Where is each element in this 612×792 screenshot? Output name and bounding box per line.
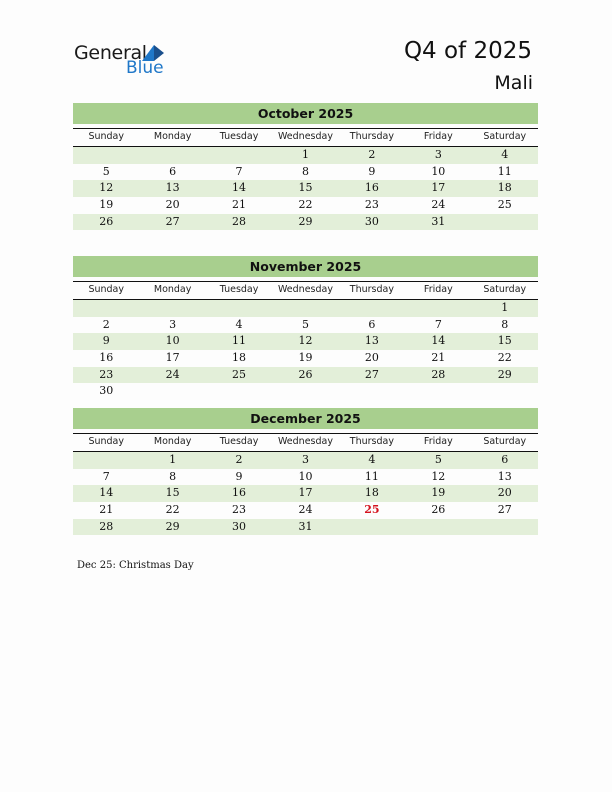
holiday-notes (77, 560, 194, 571)
date-cell (73, 147, 139, 164)
date-cell: 25 (497, 198, 512, 212)
date-cell (339, 383, 405, 400)
week-row (73, 350, 538, 367)
date-cell: 21 (232, 198, 247, 212)
date-cell: 3 (169, 317, 177, 331)
date-cell: 5 (102, 164, 110, 178)
date-cell (139, 300, 205, 317)
weekday-label: Wednesday (277, 131, 333, 142)
date-cell: 11 (364, 469, 379, 483)
date-cell (206, 383, 272, 400)
weekday-label: Tuesday (219, 131, 259, 142)
weekday-label: Wednesday (277, 436, 333, 447)
month-calendar (73, 256, 538, 400)
date-cell: 13 (165, 181, 180, 195)
weekday-label: Friday (423, 284, 453, 295)
date-cell: 12 (298, 334, 313, 348)
weekday-label: Monday (153, 131, 192, 142)
date-cell: 29 (497, 367, 512, 381)
date-cell: 14 (99, 486, 114, 500)
date-cell: 1 (501, 301, 509, 314)
date-cell: 17 (298, 486, 313, 500)
weekday-label: Friday (423, 436, 453, 447)
date-cell: 15 (497, 334, 512, 348)
date-cell (139, 383, 205, 400)
date-cell: 13 (497, 469, 512, 483)
date-cell: 17 (165, 351, 180, 365)
date-cell: 8 (501, 317, 509, 331)
weekday-label: Saturday (483, 131, 527, 142)
date-cell: 23 (232, 503, 247, 517)
date-cell (272, 383, 338, 400)
date-cell: 12 (431, 469, 446, 483)
date-cell: 20 (497, 486, 512, 500)
date-cell: 9 (102, 334, 110, 348)
weekday-label: Sunday (88, 436, 124, 447)
date-cell (472, 214, 538, 231)
month-title: October 2025 (73, 103, 538, 124)
week-row (73, 333, 538, 350)
date-cell: 20 (165, 198, 180, 212)
date-cell: 18 (232, 351, 247, 365)
date-cell: 23 (99, 367, 114, 381)
date-cell (206, 300, 272, 317)
weekday-label: Sunday (88, 284, 124, 295)
country-name: Mali (494, 72, 533, 94)
weekday-label: Monday (153, 284, 192, 295)
weekday-header-row (73, 281, 538, 300)
date-cell: 24 (431, 198, 446, 212)
date-cell: 14 (431, 334, 446, 348)
date-cell: 26 (431, 503, 446, 517)
date-cell: 2 (235, 453, 243, 466)
weekday-label: Tuesday (219, 284, 259, 295)
date-cell: 9 (368, 164, 376, 178)
date-cell: 30 (364, 214, 379, 228)
date-cell: 2 (102, 317, 110, 331)
date-cell: 26 (99, 214, 114, 228)
week-row (73, 317, 538, 334)
date-cell (139, 147, 205, 164)
date-cell: 18 (364, 486, 379, 500)
date-cell: 5 (434, 453, 442, 466)
date-cell: 16 (99, 351, 114, 365)
date-cell: 16 (364, 181, 379, 195)
date-cell: 1 (169, 453, 177, 466)
week-row (73, 164, 538, 181)
date-cell: 29 (298, 214, 313, 228)
week-row (73, 197, 538, 214)
date-cell: 23 (364, 198, 379, 212)
date-cell: 4 (368, 453, 376, 466)
date-cell: 28 (431, 367, 446, 381)
logo-word-blue: Blue (126, 58, 164, 78)
date-cell: 17 (431, 181, 446, 195)
week-row (73, 469, 538, 486)
weekday-label: Monday (153, 436, 192, 447)
date-cell: 11 (232, 334, 247, 348)
holiday-date-cell: 25 (364, 503, 380, 517)
date-cell: 5 (301, 317, 309, 331)
month-title: December 2025 (73, 408, 538, 429)
date-cell: 8 (169, 469, 177, 483)
date-cell: 19 (99, 198, 114, 212)
month-title: November 2025 (73, 256, 538, 277)
date-cell: 27 (497, 503, 512, 517)
weekday-label: Wednesday (277, 284, 333, 295)
date-cell: 11 (497, 164, 512, 178)
date-cell: 30 (99, 384, 114, 398)
date-cell (339, 519, 405, 536)
page-title: Q4 of 2025 (403, 38, 532, 64)
generalblue-logo (74, 42, 174, 78)
date-cell: 29 (165, 519, 180, 533)
date-cell: 10 (165, 334, 180, 348)
date-cell: 12 (99, 181, 114, 195)
date-cell: 6 (368, 317, 376, 331)
date-cell: 1 (301, 148, 309, 161)
date-cell: 28 (232, 214, 247, 228)
date-cell: 27 (165, 214, 180, 228)
week-row (73, 147, 538, 164)
date-cell: 9 (235, 469, 243, 483)
date-cell: 7 (235, 164, 243, 178)
date-cell: 22 (165, 503, 180, 517)
date-cell: 13 (364, 334, 379, 348)
date-cell: 7 (434, 317, 442, 331)
date-cell: 20 (364, 351, 379, 365)
date-cell: 19 (431, 486, 446, 500)
date-cell: 8 (301, 164, 309, 178)
week-row (73, 383, 538, 400)
weekday-label: Thursday (349, 131, 394, 142)
logo-word-general: General (74, 42, 147, 64)
date-cell: 22 (298, 198, 313, 212)
date-cell: 6 (501, 453, 509, 466)
week-row (73, 452, 538, 469)
weekday-label: Thursday (349, 284, 394, 295)
date-cell: 31 (431, 214, 446, 228)
date-cell: 21 (431, 351, 446, 365)
holiday-note: Dec 25: Christmas Day (77, 560, 194, 571)
date-cell: 15 (165, 486, 180, 500)
date-cell: 31 (298, 519, 313, 533)
date-cell: 3 (434, 148, 442, 161)
date-cell: 2 (368, 148, 376, 161)
week-row (73, 519, 538, 536)
date-cell: 4 (501, 148, 509, 161)
date-cell: 30 (232, 519, 247, 533)
date-cell (472, 519, 538, 536)
month-calendar (73, 103, 538, 230)
date-cell: 4 (235, 317, 243, 331)
weekday-label: Saturday (483, 436, 527, 447)
date-cell: 15 (298, 181, 313, 195)
weekday-label: Thursday (349, 436, 394, 447)
date-cell: 18 (497, 181, 512, 195)
date-cell (339, 300, 405, 317)
weekday-label: Friday (423, 131, 453, 142)
date-cell: 3 (301, 453, 309, 466)
week-row (73, 214, 538, 231)
date-cell (472, 383, 538, 400)
week-row (73, 367, 538, 384)
date-cell: 28 (99, 519, 114, 533)
date-cell (405, 519, 471, 536)
date-cell: 10 (431, 164, 446, 178)
date-cell (272, 300, 338, 317)
weekday-label: Sunday (88, 131, 124, 142)
date-cell: 6 (169, 164, 177, 178)
date-cell (206, 147, 272, 164)
date-cell: 21 (99, 503, 114, 517)
week-row (73, 485, 538, 502)
date-cell (73, 452, 139, 469)
date-cell: 19 (298, 351, 313, 365)
date-cell: 16 (232, 486, 247, 500)
week-row (73, 300, 538, 317)
date-cell: 22 (497, 351, 512, 365)
month-calendar (73, 408, 538, 535)
week-row (73, 180, 538, 197)
date-cell: 25 (232, 367, 247, 381)
date-cell: 7 (102, 469, 110, 483)
weekday-label: Tuesday (219, 436, 259, 447)
weekday-label: Saturday (483, 284, 527, 295)
date-cell: 14 (232, 181, 247, 195)
week-row (73, 502, 538, 519)
date-cell: 27 (364, 367, 379, 381)
date-cell: 26 (298, 367, 313, 381)
date-cell: 10 (298, 469, 313, 483)
date-cell (73, 300, 139, 317)
date-cell: 24 (298, 503, 313, 517)
weekday-header-row (73, 433, 538, 452)
weekday-header-row (73, 128, 538, 147)
date-cell (405, 383, 471, 400)
date-cell: 24 (165, 367, 180, 381)
date-cell (405, 300, 471, 317)
